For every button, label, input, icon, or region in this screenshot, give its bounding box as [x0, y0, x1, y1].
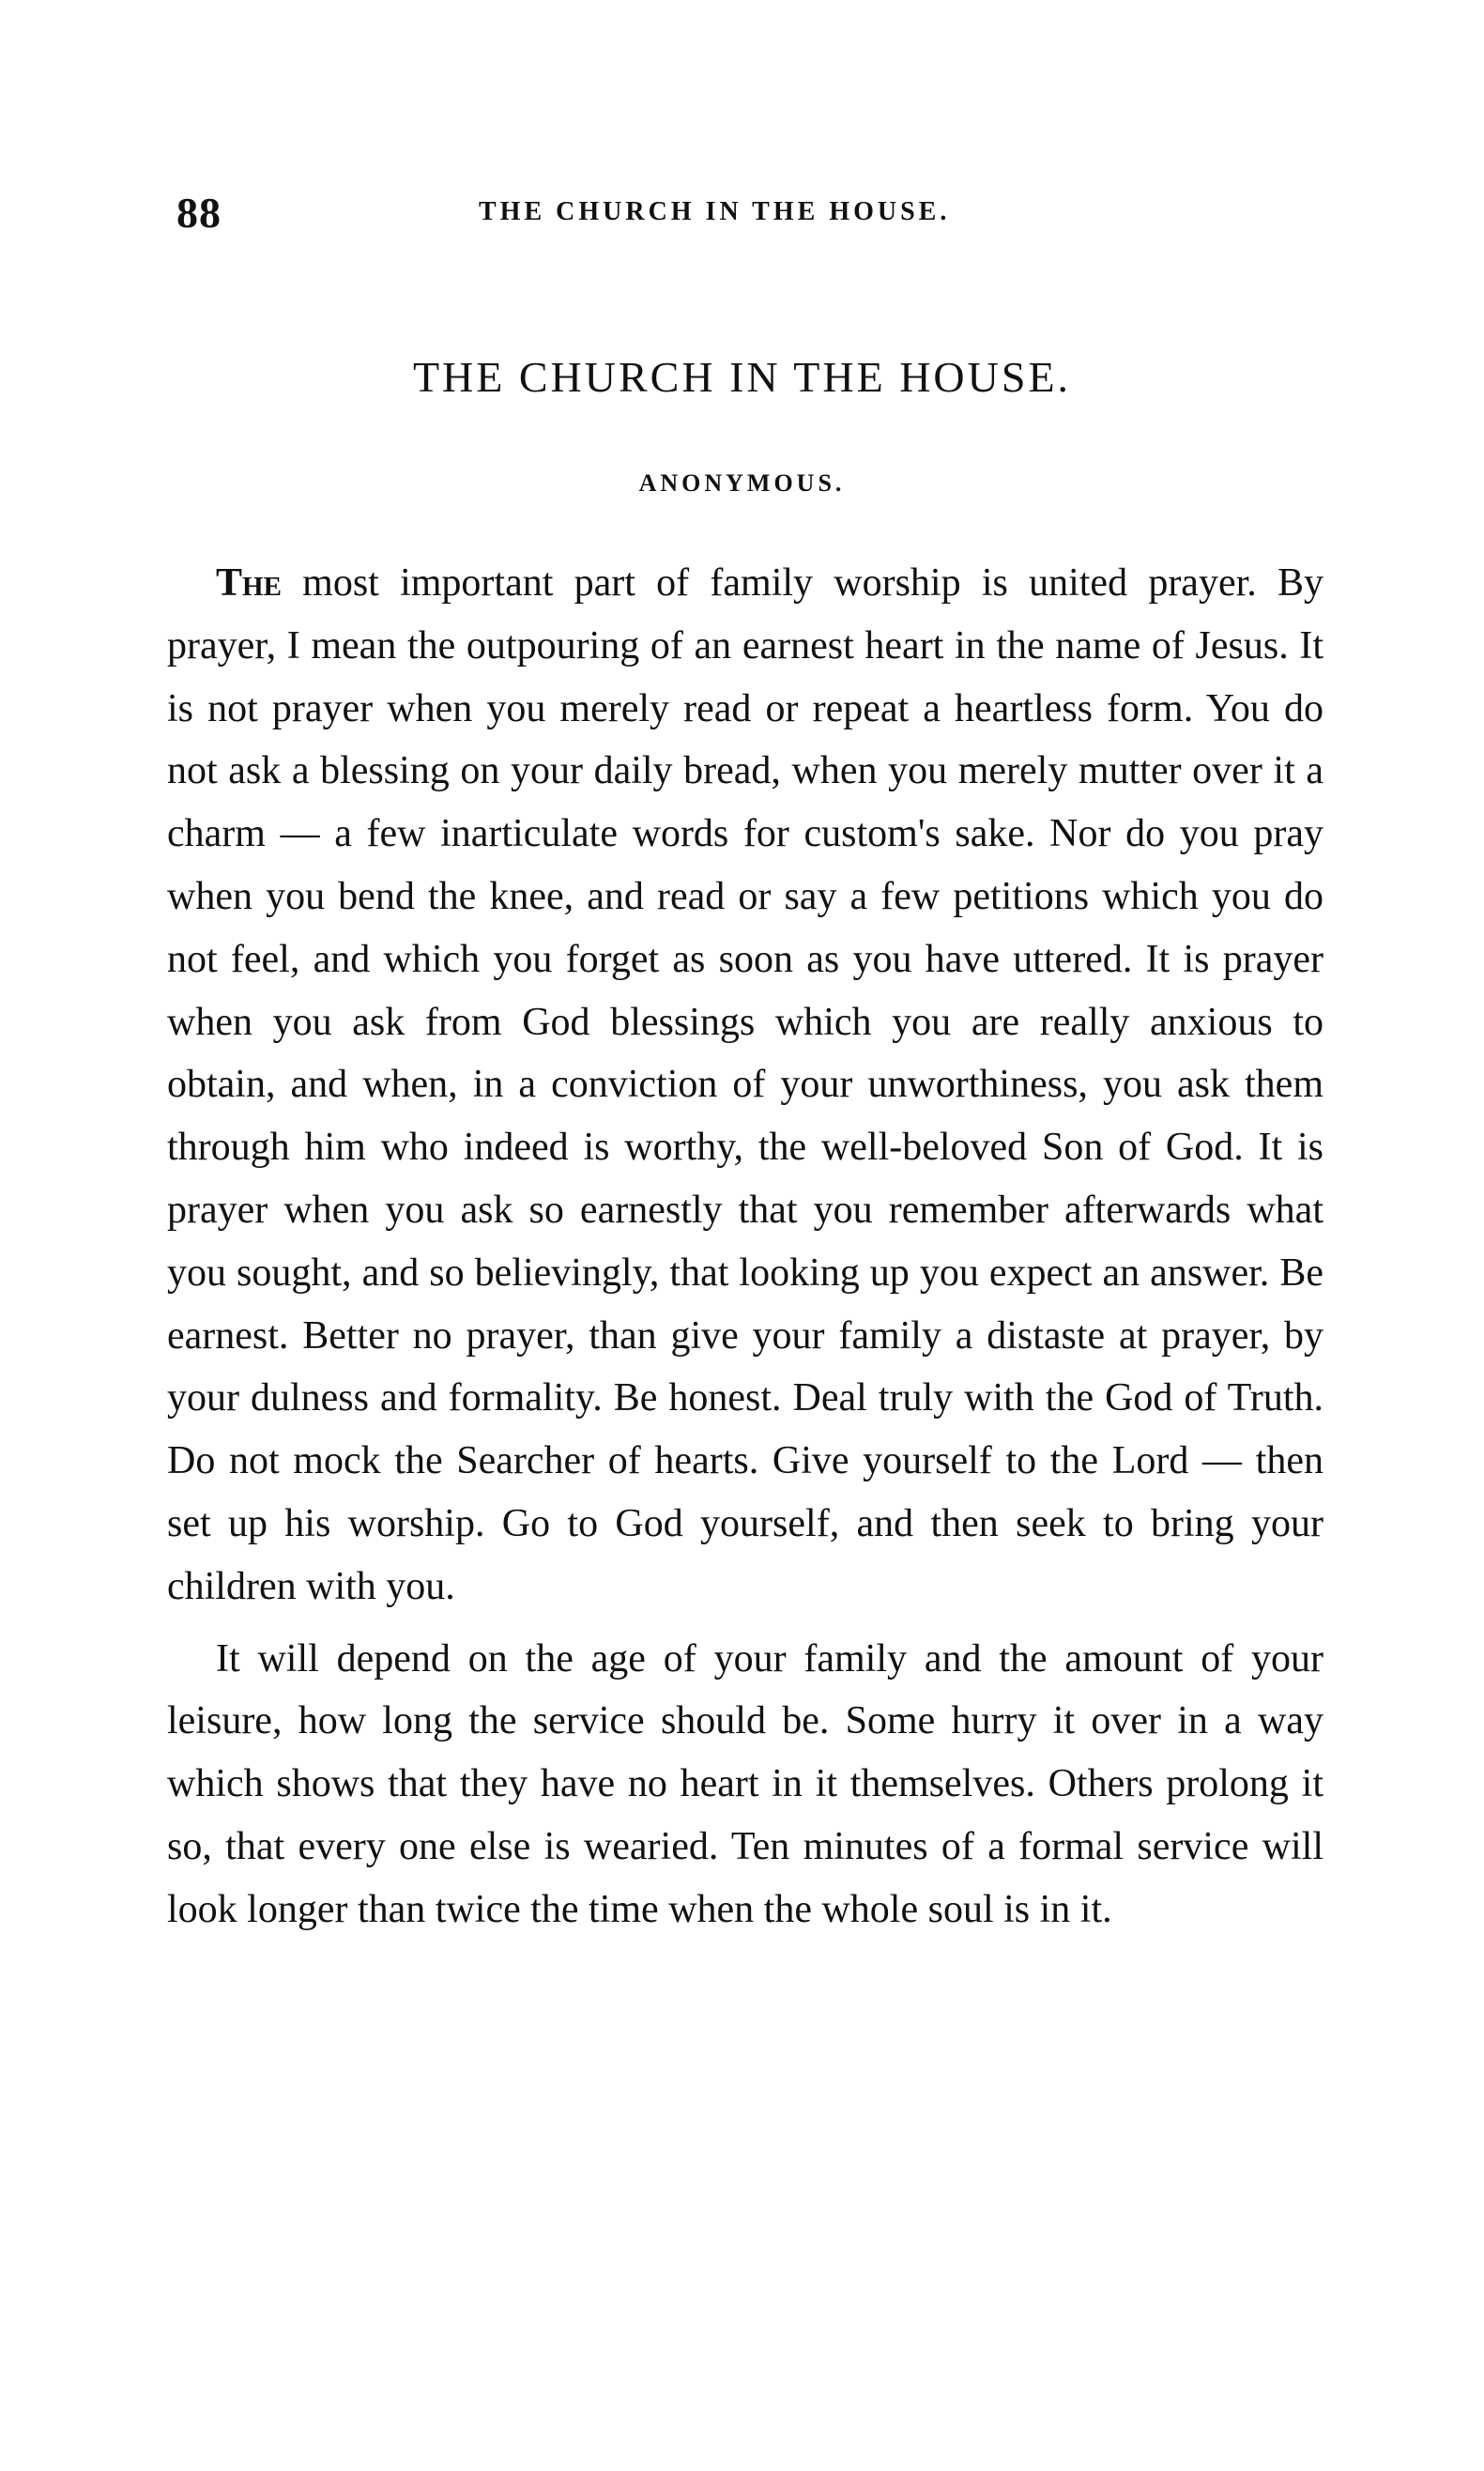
paragraph-1-text: most important part of family worship is united prayer. By prayer, I mean the outpouring of an earnest heart in the name of Jesus. It is not prayer when you merely read or repeat a heartless form. You do not ask a blessing on your daily bread, when you merely mutter over it a charm — a few inarticulate words for custom's sake. Nor do you pray when you bend the knee, and read or say a few petitions which you do not feel, and which you forget as soon as you have uttered. It is prayer when you ask from God blessings which you are really anxious to obtain, and when, in a conviction of your unworthiness, you ask them through him who indeed is worthy, the well-beloved Son of God. It is prayer when you ask so earnestly that you remember afterwards what you sought, and so believingly, that looking up you expect an answer. Be earnest. Better no prayer, than give your family a distaste at prayer, by your dulness and formality. Be honest. Deal truly with the God of Truth. Do not mock the Searcher of hearts. Give yourself to the Lord — then set up his worship. Go to God yourself, and then seek to bring your children with you. [167, 561, 1324, 1608]
body-text [167, 552, 1323, 1942]
page-number: 88 [176, 189, 222, 237]
running-head [169, 188, 1333, 244]
paragraph-1 [167, 552, 1323, 1619]
chapter-author: ANONYMOUS. [638, 469, 846, 497]
paragraph-1-lead-word: The [216, 561, 282, 605]
chapter-title: THE CHURCH IN THE HOUSE. [412, 353, 1072, 401]
running-title: THE CHURCH IN THE HOUSE. [479, 197, 951, 226]
paragraph-2: It will depend on the age of your family and the amount of your leisure, how long the service should be. Some hurry it over in a way which shows that they have no heart in it themselves. Others prolong it so, that every one else is wearied. Ten minutes of a formal service will look longer than twice the time when the whole soul is in it. [167, 1636, 1323, 1931]
